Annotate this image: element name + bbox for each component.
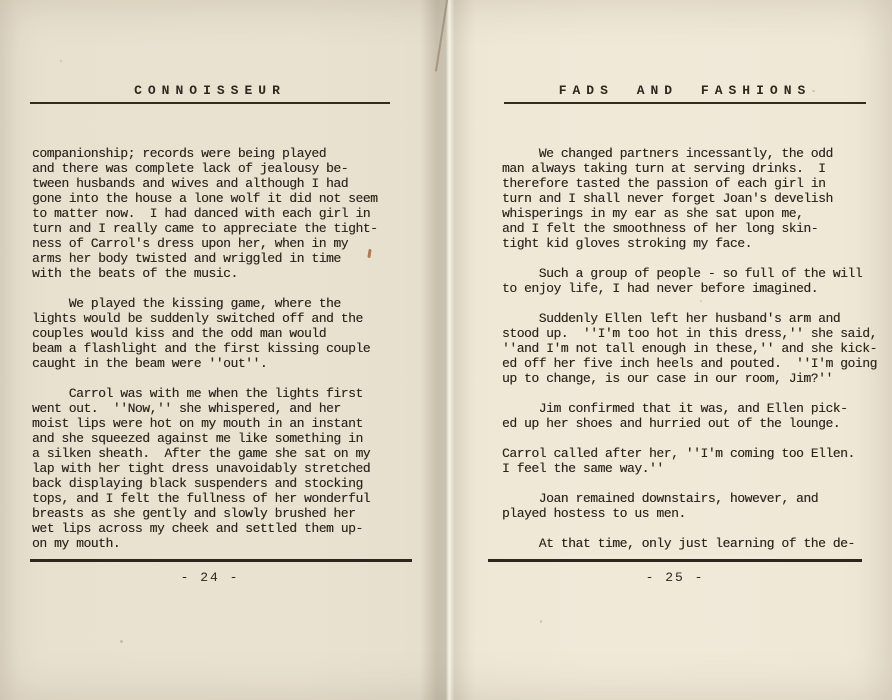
text-line: to matter now. I had danced with each girl in bbox=[32, 206, 371, 221]
text-line: with the beats of the music. bbox=[32, 266, 238, 281]
text-line: tight kid gloves stroking my face. bbox=[502, 236, 752, 251]
text-line: caught in the beam were ''out''. bbox=[32, 356, 268, 371]
text-line: and she squeezed against me like something in bbox=[32, 431, 363, 446]
text-line: ed off her five inch heels and pouted. ''I'm going bbox=[502, 356, 877, 371]
page-body-right bbox=[502, 146, 890, 551]
text-line: on my mouth. bbox=[32, 536, 121, 551]
text-line: We changed partners incessantly, the odd bbox=[502, 146, 833, 161]
paragraph bbox=[502, 266, 890, 296]
text-line: Such a group of people - so full of the will bbox=[502, 266, 863, 281]
text-line: Carrol was with me when the lights first bbox=[32, 386, 363, 401]
paragraph bbox=[502, 401, 890, 431]
paragraph bbox=[502, 536, 890, 551]
text-line: Suddenly Ellen left her husband's arm and bbox=[502, 311, 841, 326]
text-line: At that time, only just learning of the de- bbox=[502, 536, 855, 551]
footer-rule-left bbox=[30, 559, 412, 562]
text-line: ed up her shoes and hurried out of the lounge. bbox=[502, 416, 841, 431]
text-line: and there was complete lack of jealousy be- bbox=[32, 161, 349, 176]
paragraph bbox=[502, 146, 890, 251]
text-line: companionship; records were being played bbox=[32, 146, 327, 161]
running-title-right: FADS AND FASHIONS bbox=[558, 83, 812, 98]
text-line: tween husbands and wives and although I had bbox=[32, 176, 349, 191]
page-right bbox=[446, 0, 892, 700]
text-line: back displaying black suspenders and stocking bbox=[32, 476, 363, 491]
text-line: lights would be suddenly switched off and the bbox=[32, 311, 363, 326]
paragraph bbox=[32, 386, 424, 551]
paragraph bbox=[502, 311, 890, 386]
text-line: couples would kiss and the odd man would bbox=[32, 326, 327, 341]
paragraph bbox=[32, 146, 424, 281]
paragraph bbox=[32, 296, 424, 371]
text-line: to enjoy life, I had never before imagined. bbox=[502, 281, 819, 296]
text-line: Jim confirmed that it was, and Ellen pick- bbox=[502, 401, 848, 416]
text-line: arms her body twisted and wriggled in time bbox=[32, 251, 341, 266]
text-line: stood up. ''I'm too hot in this dress,'' she said, bbox=[502, 326, 877, 341]
text-line: We played the kissing game, where the bbox=[32, 296, 341, 311]
text-line: turn and I shall never forget Joan's develish bbox=[502, 191, 833, 206]
text-line: tops, and I felt the fullness of her wonderful bbox=[32, 491, 371, 506]
page-body-left bbox=[32, 146, 424, 551]
text-line: breasts as she gently and slowly brushed her bbox=[32, 506, 356, 521]
running-title-left: CONNOISSEUR bbox=[134, 83, 286, 98]
paragraph bbox=[502, 491, 890, 521]
page-number-left: - 24 - bbox=[180, 570, 240, 585]
text-line: gone into the house a lone wolf it did not seem bbox=[32, 191, 378, 206]
text-line: I feel the same way.'' bbox=[502, 461, 664, 476]
text-line: up to change, is our case in our room, Jim?'' bbox=[502, 371, 833, 386]
header-rule-left bbox=[30, 102, 390, 104]
text-line: ''and I'm not tall enough in these,'' and she kick- bbox=[502, 341, 877, 356]
text-line: moist lips were hot on my mouth in an instant bbox=[32, 416, 363, 431]
text-line: therefore tasted the passion of each girl in bbox=[502, 176, 826, 191]
text-line: turn and I really came to appreciate the tight- bbox=[32, 221, 378, 236]
text-line: Joan remained downstairs, however, and bbox=[502, 491, 819, 506]
header-rule-right bbox=[504, 102, 866, 104]
page-number-right: - 25 - bbox=[645, 570, 705, 585]
text-line: man always taking turn at serving drinks. I bbox=[502, 161, 826, 176]
text-line: and I felt the smoothness of her long skin- bbox=[502, 221, 819, 236]
text-line: beam a flashlight and the first kissing couple bbox=[32, 341, 371, 356]
text-line: lap with her tight dress unavoidably stretched bbox=[32, 461, 371, 476]
footer-rule-right bbox=[488, 559, 862, 562]
text-line: Carrol called after her, ''I'm coming too Ellen. bbox=[502, 446, 855, 461]
text-line: a silken sheath. After the game she sat on my bbox=[32, 446, 371, 461]
paragraph bbox=[502, 446, 890, 476]
text-line: wet lips across my cheek and settled them up- bbox=[32, 521, 363, 536]
text-line: went out. ''Now,'' she whispered, and her bbox=[32, 401, 341, 416]
text-line: ness of Carrol's dress upon her, when in my bbox=[32, 236, 349, 251]
text-line: whisperings in my ear as she sat upon me, bbox=[502, 206, 804, 221]
text-line: played hostess to us men. bbox=[502, 506, 686, 521]
